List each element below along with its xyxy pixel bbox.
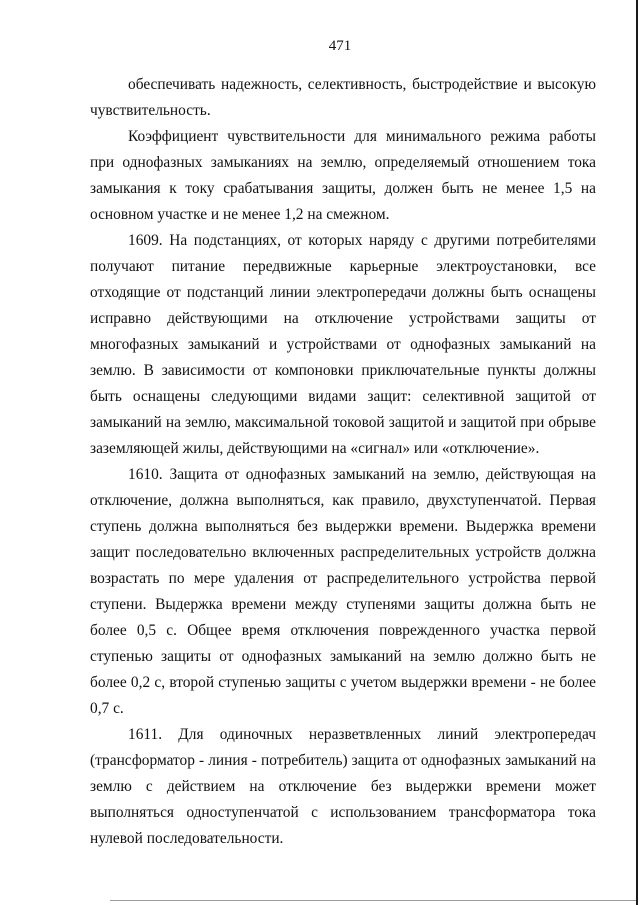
paragraph-1611: 1611. Для одиночных неразветвленных линий электропередач (трансформатор - линия - потребитель) защита от однофазных замыканий на землю с действием на отключение без выдержки времени может выполняться одноступенчатой с использованием трансформатора тока нулевой последовательности. — [90, 726, 596, 847]
page-body — [90, 72, 596, 852]
paragraph-1610: 1610. Защита от однофазных замыканий на землю, действующая на отключение, должна выполняться, как правило, двухступенчатой. Первая ступень должна выполняться без выдержки времени. Выдержка времени защит последовательно включенных распределительных устройств должна возрастать по мере удаления от распределительного устройства первой ступени. Выдержка времени между ступенями защиты должна быть не более 0,5 с. Общее время отключения поврежденного участка первой ступенью защиты от однофазных замыканий на землю должно быть не более 0,2 с, второй ступенью защиты с учетом выдержки времени - не более 0,7 с. — [90, 466, 596, 717]
paragraph-sensitivity: Коэффициент чувствительности для минимального режима работы при однофазных замыканиях на землю, определяемый отношением тока замыкания к току срабатывания защиты, должен быть не менее 1,5 на основном участке и не менее 1,2 на смежном. — [90, 128, 596, 223]
page-edge-bottom — [110, 900, 636, 901]
paragraph-continuation: обеспечивать надежность, селективность, быстродействие и высокую чувствительность. — [90, 76, 596, 119]
paragraph-1609: 1609. На подстанциях, от которых наряду с другими потребителями получают питание передвижные карьерные электроустановки, все отходящие от подстанций линии электропередачи должны быть оснащены исправно действующими на отключение устройствами защиты от многофазных замыканий и устройствами от однофазных замыканий на землю. В зависимости от компоновки приключательные пункты должны быть оснащены следующими видами защит: селективной защитой от замыканий на землю, максимальной токовой защитой и защитой при обрыве заземляющей жилы, действующими на «сигнал» или «отключение». — [90, 232, 596, 457]
page-edge-right — [636, 0, 638, 905]
page-number: 471 — [328, 38, 352, 54]
